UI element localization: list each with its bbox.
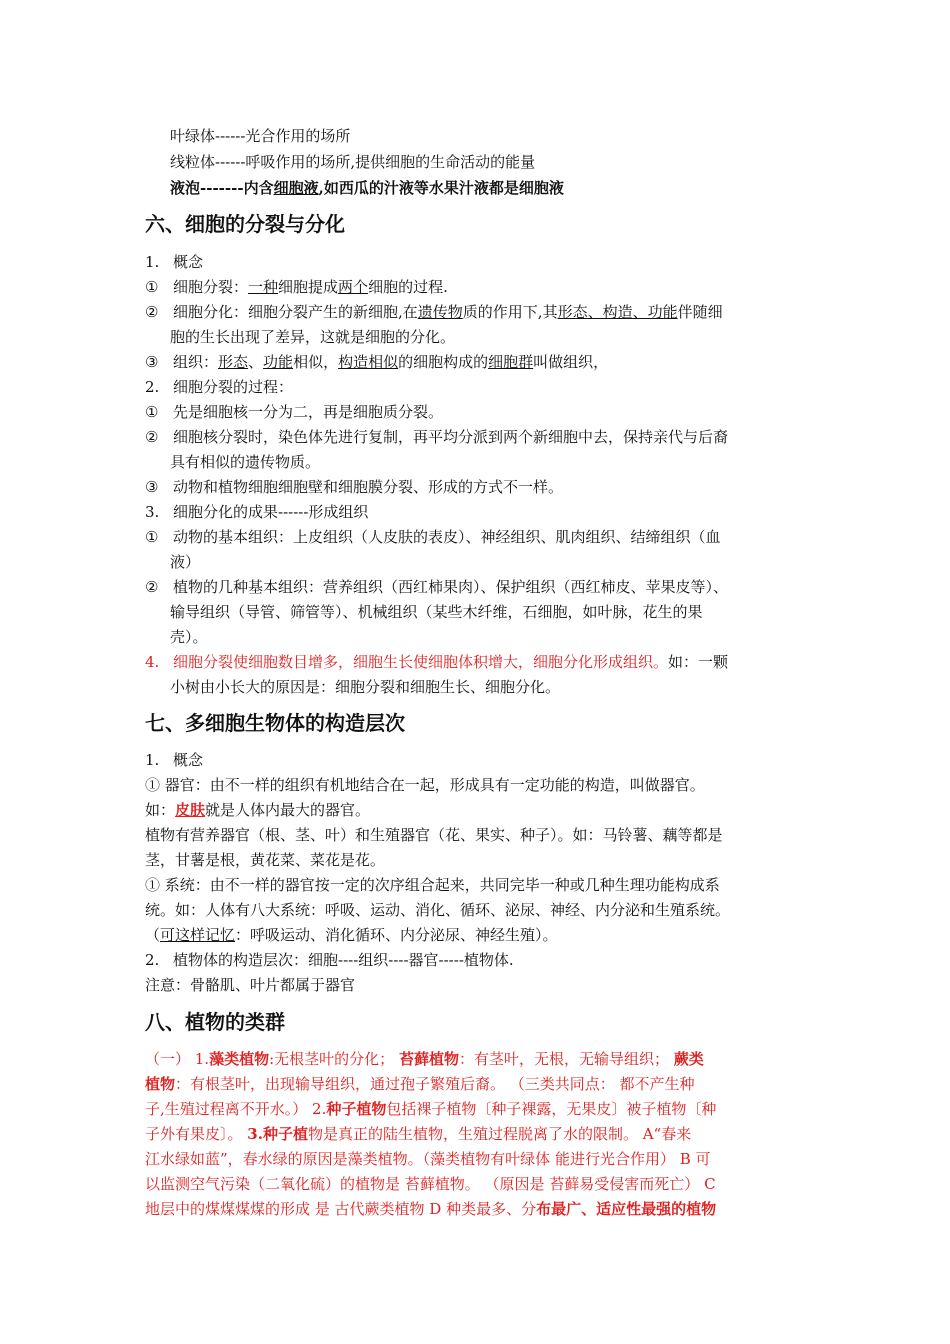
s6-process-1: ① 先是细胞核一分为二，再是细胞质分裂。 [145, 403, 444, 421]
s8-line-7: 地层中的煤煤煤煤的形成 是 古代蕨类植物 D 种类最多、分布最广、适应性最强的植物 [145, 1200, 717, 1218]
s6-process-heading: 2. 细胞分裂的过程： [145, 378, 294, 396]
vacuole-line: 液泡-------内含细胞液,如西瓜的汁液等水果汁液都是细胞液 [170, 179, 564, 197]
section-8-heading: 八、植物的类群 [145, 1010, 285, 1034]
s6-plant-tissues-cont2: 壳）。 [170, 628, 208, 646]
s6-summary-cont: 小树由小长大的原因是：细胞分裂和细胞生长、细胞分化。 [170, 678, 561, 696]
s6-differentiation-def: ② 细胞分化：细胞分裂产生的新细胞,在遗传物质的作用下,其形态、构造、功能伴随细 [145, 303, 723, 321]
section-7-heading: 七、多细胞生物体的构造层次 [145, 711, 405, 735]
s7-plant-organs: 植物有营养器官（根、茎、叶）和生殖器官（花、果实、种子）。如：马铃薯、藕等都是 [145, 826, 723, 844]
s6-process-2: ② 细胞核分裂时，染色体先进行复制，再平均分派到两个新细胞中去，保持亲代与后裔 [145, 428, 729, 446]
s6-result-heading: 3. 细胞分化的成果------形成组织 [145, 503, 369, 521]
s8-line-4: 子外有果皮〕。 3.种子植物是真正的陆生植物，生殖过程脱离了水的限制。 A“春来 [145, 1125, 692, 1143]
s7-memo: （可这样记忆：呼吸运动、消化循环、内分泌尿、神经生殖）。 [145, 926, 558, 944]
s7-plant-organs-cont: 茎，甘薯是根，黄花菜、菜花是花。 [145, 851, 386, 869]
s7-note: 注意：骨骼肌、叶片都属于器官 [145, 976, 356, 994]
s8-line-5: 江水绿如蓝”，春水绿的原因是藻类植物。（藻类植物有叶绿体 能进行光合作用） B 可 [145, 1150, 711, 1168]
s6-animal-tissues: ① 动物的基本组织：上皮组织（人皮肤的表皮）、神经组织、肌肉组织、结缔组织（血 [145, 528, 721, 546]
s8-line-3: 子,生殖过程离不开水。） 2.种子植物包括裸子植物〔种子裸露，无果皮〕被子植物〔种 [145, 1100, 717, 1118]
s7-system-def: ① 系统：由不一样的器官按一定的次序组合起来，共同完毕一种或几种生理功能构成系 [145, 876, 720, 894]
s7-skin-line: 如：皮肤就是人体内最大的器官。 [145, 801, 371, 819]
s8-line-2: 植物：有根茎叶，出现输导组织，通过孢子繁殖后裔。 （三类共同点： 都不产生种 [145, 1075, 695, 1093]
s7-organ-def: ① 器官：由不一样的组织有机地结合在一起，形成具有一定功能的构造，叫做器官。 [145, 776, 705, 794]
s6-differentiation-cont: 胞的生长出现了差异，这就是细胞的分化。 [170, 328, 456, 346]
section-6-heading: 六、细胞的分裂与分化 [145, 212, 345, 236]
s6-animal-tissues-cont: 液） [170, 553, 201, 571]
mitochondria-line: 线粒体------呼吸作用的场所,提供细胞的生命活动的能量 [170, 153, 536, 171]
s6-division-def: ① 细胞分裂：一种细胞提成两个细胞的过程. [145, 278, 448, 296]
s6-tissue-def: ③ 组织：形态、功能相似，构造相似的细胞构成的细胞群叫做组织， [145, 353, 609, 371]
chloroplast-line: 叶绿体------光合作用的场所 [170, 127, 351, 145]
s8-line-1: （一） 1.藻类植物:无根茎叶的分化； 苔藓植物：有茎叶，无根，无输导组织； 蕨类 [145, 1050, 704, 1068]
s6-process-2-cont: 具有相似的遗传物质。 [170, 453, 321, 471]
s7-concept-heading: 1. 概念 [145, 751, 204, 769]
s6-summary: 4. 细胞分裂使细胞数目增多，细胞生长使细胞体积增大，细胞分化形成组织。如：一颗 [145, 653, 729, 671]
s6-plant-tissues: ② 植物的几种基本组织：营养组织（西红柿果肉）、保护组织（西红柿皮、苹果皮等）、 [145, 578, 729, 596]
s7-system-cont: 统。如：人体有八大系统：呼吸、运动、消化、循环、泌尿、神经、内分泌和生殖系统。 [145, 901, 731, 919]
s8-line-6: 以监测空气污染（二氧化硫）的植物是 苔藓植物。 （原因是 苔藓易受侵害而死亡） C [145, 1175, 716, 1193]
s6-concept-heading: 1. 概念 [145, 253, 204, 271]
s7-plant-levels: 2. 植物体的构造层次：细胞----组织----器官-----植物体. [145, 951, 514, 969]
s6-process-3: ③ 动物和植物细胞细胞壁和细胞膜分裂、形成的方式不一样。 [145, 478, 564, 496]
s6-plant-tissues-cont: 输导组织（导管、筛管等）、机械组织（某些木纤维，石细胞，如叶脉，花生的果 [170, 603, 703, 621]
